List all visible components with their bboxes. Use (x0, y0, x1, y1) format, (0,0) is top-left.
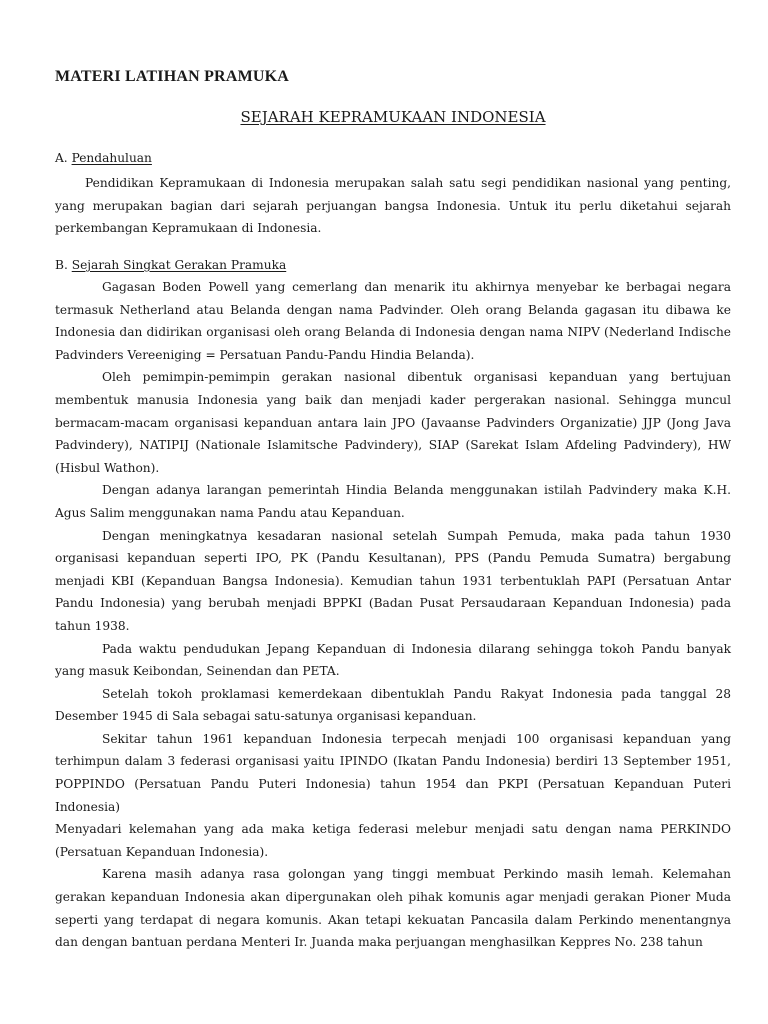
section-a-label: Pendahuluan (71, 151, 152, 165)
section-a-heading (55, 151, 152, 165)
paragraph: Pendidikan Kepramukaan di Indonesia merupakan salah satu segi pendidikan nasional yang penting, yang merupakan bagian dari sejarah perjuangan bangsa Indonesia. Untuk itu perlu diketahui sejarah perkembangan Kepramukaan di Indonesia. (55, 176, 731, 236)
document-subtitle (55, 108, 731, 126)
document-title: MATERI LATIHAN PRAMUKA (55, 68, 290, 85)
paragraph: Dengan adanya larangan pemerintah Hindia Belanda menggunakan istilah Padvindery maka K.H. Agus Salim menggunakan nama Pandu atau Kepanduan. (55, 483, 731, 520)
paragraph: Pada waktu pendudukan Jepang Kepanduan di Indonesia dilarang sehingga tokoh Pandu banyak yang masuk Keibondan, Seinendan dan PETA. (55, 641, 731, 679)
paragraph: Dengan meningkatnya kesadaran nasional setelah Sumpah Pemuda, maka pada tahun 1930 organisasi kepanduan seperti IPO, PK (Pandu Kesultanan), PPS (Pandu Pemuda Sumatra) bergabung menjadi KBI (Kepanduan Bangsa Indonesia). Kemudian tahun 1931 terbentuklah PAPI (Persatuan Antar Pandu Indonesia) yang berubah menjadi BPPKI (Badan Pusat Persaudaraan Kepanduan Indonesia) pada tahun 1938. (55, 528, 731, 633)
document-subtitle-text: SEJARAH KEPRAMUKAAN INDONESIA (240, 108, 546, 126)
paragraph: Oleh pemimpin-pemimpin gerakan nasional dibentuk organisasi kepanduan yang bertujuan membentuk manusia Indonesia yang baik dan menjadi kader pergerakan nasional. Sehingga muncul bermacam-macam organisasi kepanduan antara lain JPO (Javaanse Padvinders Organizatie) JJP (Jong Java Padvindery), NATIPIJ (Nationale Islamitsche Padvindery), SIAP (Sarekat Islam Afdeling Padvindery), HW (Hisbul Wathon). (55, 370, 731, 475)
paragraph: Gagasan Boden Powell yang cemerlang dan menarik itu akhirnya menyebar ke berbagai negara termasuk Netherland atau Belanda dengan nama Padvinder. Oleh orang Belanda gagasan itu dibawa ke Indonesia dan didirikan organisasi oleh orang Belanda di Indonesia dengan nama NIPV (Nederland Indische Padvinders Vereeniging = Persatuan Pandu-Pandu Hindia Belanda). (55, 280, 731, 362)
section-a-marker: A. (55, 151, 72, 165)
paragraph: Karena masih adanya rasa golongan yang tinggi membuat Perkindo masih lemah. Kelemahan gerakan kepanduan Indonesia akan dipergunakan oleh pihak komunis agar menjadi gerakan Pioner Muda seperti yang terdapat di negara komunis. Akan tetapi kekuatan Pancasila dalam Perkindo menentangnya dan dengan bantuan perdana Menteri Ir. Juanda maka perjuangan menghasilkan Keppres No. 238 tahun (55, 867, 731, 950)
section-b-body (55, 276, 731, 954)
section-b-marker: B. (55, 258, 72, 272)
section-b-label: Sejarah Singkat Gerakan Pramuka (71, 258, 287, 272)
section-a-body (55, 172, 731, 240)
section-b-heading (55, 258, 286, 272)
paragraph: Setelah tokoh proklamasi kemerdekaan dibentuklah Pandu Rakyat Indonesia pada tanggal 28 Desember 1945 di Sala sebagai satu-satunya organisasi kepanduan. (55, 686, 731, 724)
paragraph: Menyadari kelemahan yang ada maka ketiga federasi melebur menjadi satu dengan nama PERKINDO (Persatuan Kepanduan Indonesia). (55, 822, 731, 859)
paragraph: Sekitar tahun 1961 kepanduan Indonesia terpecah menjadi 100 organisasi kepanduan yang terhimpun dalam 3 federasi organisasi yaitu IPINDO (Ikatan Pandu Indonesia) berdiri 13 September 1951, POPPINDO (Persatuan Pandu Puteri Indonesia) tahun 1954 dan PKPI (Persatuan Kepanduan Puteri Indonesia) (55, 731, 731, 814)
